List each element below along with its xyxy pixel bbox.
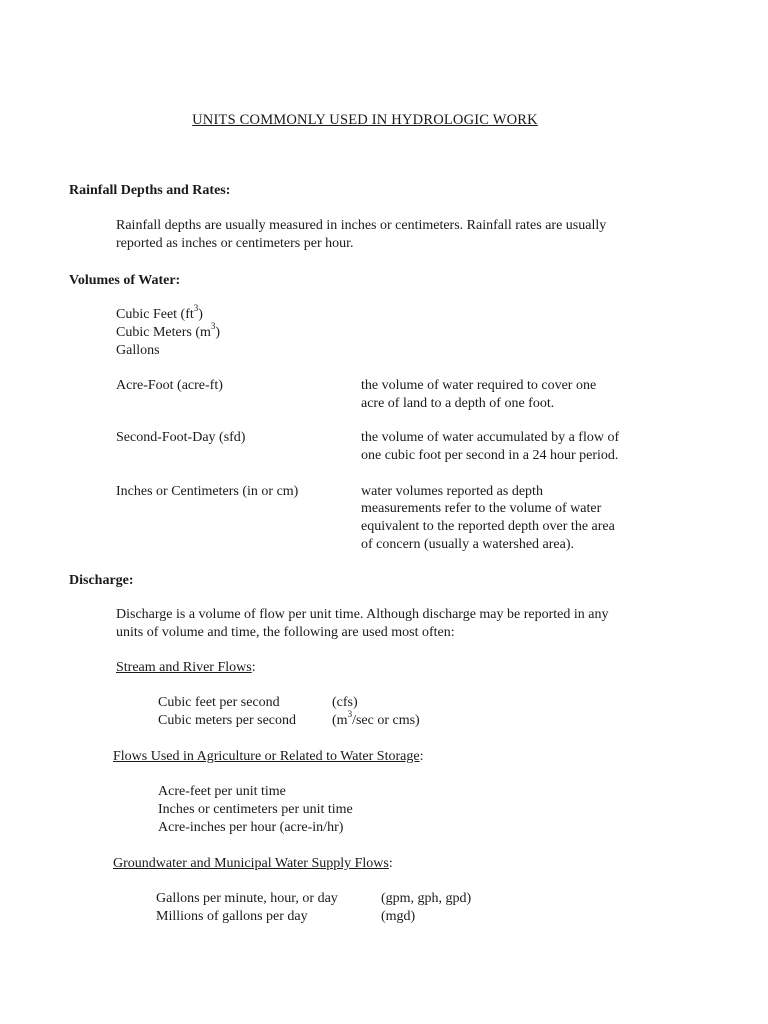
volumes-heading: Volumes of Water: (69, 273, 181, 288)
unit-cubic-feet (116, 303, 203, 324)
agriculture-unit-1: Acre-feet per unit time (158, 784, 286, 799)
unit-cubic-meters-close: ) (215, 325, 221, 340)
rainfall-paragraph-line-2: reported as inches or centimeters per hour. (116, 236, 354, 251)
definition-second-foot-day-line-2: one cubic foot per second in a 24 hour period. (361, 448, 619, 463)
groundwater-flows-heading-text: Groundwater and Municipal Water Supply Flows (113, 856, 389, 871)
discharge-heading: Discharge: (69, 573, 134, 588)
stream-abbr-cms (332, 709, 420, 730)
rainfall-paragraph-line-1: Rainfall depths are usually measured in inches or centimeters. Rainfall rates are usually (116, 218, 607, 233)
definition-term-inches-centimeters: Inches or Centimeters (in or cm) (116, 484, 299, 499)
stream-abbr-cms-post: /sec or cms) (352, 713, 420, 728)
groundwater-abbr-gpm: (gpm, gph, gpd) (381, 891, 472, 906)
groundwater-unit-gpm: Gallons per minute, hour, or day (156, 891, 338, 906)
unit-cubic-meters-label: Cubic Meters (m (116, 325, 211, 340)
stream-abbr-cms-exponent: 3 (347, 709, 353, 720)
discharge-paragraph-line-2: units of volume and time, the following are used most often: (116, 625, 455, 640)
groundwater-flows-heading-colon: : (388, 856, 393, 871)
stream-abbr-cms-pre: (m (332, 713, 348, 728)
stream-flows-heading-text: Stream and River Flows (116, 660, 252, 675)
definition-inches-centimeters-line-1: water volumes reported as depth (361, 484, 543, 499)
stream-unit-cms: Cubic meters per second (158, 713, 297, 728)
unit-cubic-meters-exponent: 3 (210, 321, 216, 332)
definition-inches-centimeters-line-4: of concern (usually a watershed area). (361, 537, 575, 552)
stream-flows-heading (116, 659, 256, 677)
agriculture-flows-heading-colon: : (419, 749, 424, 764)
definition-second-foot-day-line-1: the volume of water accumulated by a flow of (361, 430, 620, 445)
groundwater-flows-heading (113, 855, 393, 873)
stream-abbr-cfs: (cfs) (332, 695, 358, 710)
page-title: UNITS COMMONLY USED IN HYDROLOGIC WORK (192, 112, 538, 128)
agriculture-unit-2: Inches or centimeters per unit time (158, 802, 353, 817)
unit-cubic-feet-label: Cubic Feet (ft (116, 307, 194, 322)
stream-unit-cfs: Cubic feet per second (158, 695, 280, 710)
definition-inches-centimeters-line-2: measurements refer to the volume of water (361, 501, 602, 516)
unit-gallons: Gallons (116, 343, 160, 358)
groundwater-unit-mgd: Millions of gallons per day (156, 909, 308, 924)
definition-acre-foot-line-2: acre of land to a depth of one foot. (361, 396, 555, 411)
agriculture-flows-heading (113, 748, 423, 766)
definition-term-acre-foot: Acre-Foot (acre-ft) (116, 378, 223, 393)
agriculture-unit-3: Acre-inches per hour (acre-in/hr) (158, 820, 344, 835)
definition-acre-foot-line-1: the volume of water required to cover one (361, 378, 597, 393)
rainfall-heading: Rainfall Depths and Rates: (69, 183, 231, 198)
discharge-paragraph-line-1: Discharge is a volume of flow per unit time. Although discharge may be reported in any (116, 607, 609, 622)
unit-cubic-meters (116, 321, 221, 342)
unit-cubic-feet-close: ) (198, 307, 203, 322)
agriculture-flows-heading-text: Flows Used in Agriculture or Related to Water Storage (113, 749, 420, 764)
definition-term-second-foot-day: Second-Foot-Day (sfd) (116, 430, 246, 445)
groundwater-abbr-mgd: (mgd) (381, 909, 416, 924)
definition-inches-centimeters-line-3: equivalent to the reported depth over the area (361, 519, 615, 534)
stream-flows-heading-colon: : (251, 660, 256, 675)
unit-cubic-feet-exponent: 3 (193, 303, 199, 314)
